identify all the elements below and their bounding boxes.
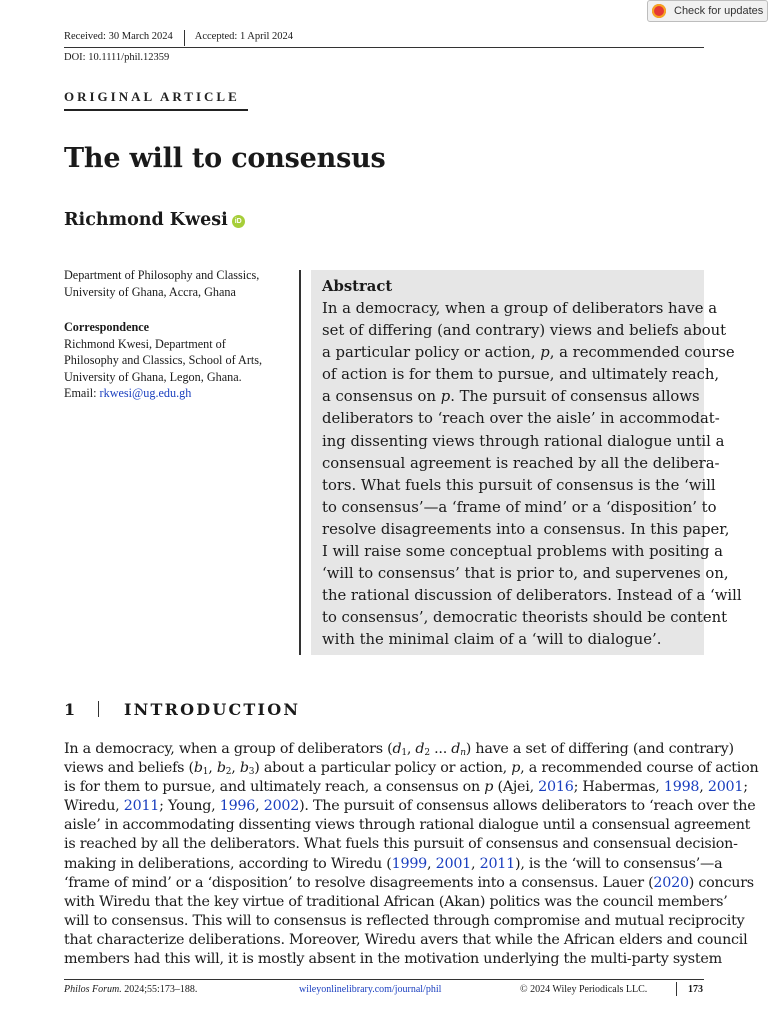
affiliation-line: Department of Philosophy and Classics, <box>64 268 260 282</box>
divider <box>184 30 185 46</box>
abstract-line: the rational discussion of deliberators. Instead of a ‘will <box>322 587 742 605</box>
journal-url-link[interactable]: wileyonlinelibrary.com/journal/phil <box>299 984 442 995</box>
correspondence-line: Richmond Kwesi, Department of <box>64 336 226 351</box>
check-for-updates-label: Check for updates <box>674 5 764 17</box>
citation-link[interactable]: 2001 <box>707 779 744 796</box>
footer-divider <box>676 982 677 996</box>
body-line: ‘frame of mind’ or a ‘disposition’ to resolve disagreements into a consensus. Lauer (2020) concurs <box>64 874 754 891</box>
orcid-icon[interactable]: iD <box>232 215 245 228</box>
footer-citation: Philos Forum. 2024;55:173–188. <box>64 984 198 995</box>
abstract-line: set of differing (and contrary) views and beliefs about <box>322 322 727 340</box>
doi: DOI: 10.1111/phil.12359 <box>64 52 170 63</box>
footer-rule <box>64 979 704 980</box>
abstract-line: consensual agreement is reached by all the delibera- <box>322 454 720 472</box>
abstract-line: deliberators to ‘reach over the aisle’ in accommodat- <box>322 410 720 428</box>
received-date: Received: 30 March 2024 <box>64 31 173 42</box>
abstract-line: resolve disagreements into a consensus. In this paper, <box>322 520 730 538</box>
affiliation <box>64 267 289 300</box>
affiliation-line: University of Ghana, Accra, Ghana <box>64 284 236 299</box>
correspondence <box>64 319 289 402</box>
copyright: © 2024 Wiley Periodicals LLC. <box>520 984 648 995</box>
author-name[interactable]: Richmond Kwesi <box>64 210 228 230</box>
body-line: views and beliefs ($b_1$, $b_2$, $b_3$) about a particular policy or action, p, a recommended course of action <box>64 760 759 778</box>
citation-link[interactable]: 1996 <box>219 798 256 815</box>
check-for-updates-badge[interactable] <box>647 0 768 22</box>
page-number: 173 <box>688 984 703 995</box>
body-line: with Wiredu that the key virtue of traditional African (Akan) politics was the council members’ <box>64 893 728 910</box>
email-label: Email: <box>64 386 100 400</box>
body-line: will to consensus. This will to consensus is reflected through compromise and mutual reciprocity <box>64 912 745 929</box>
header-rule <box>64 47 704 48</box>
section-divider <box>98 701 99 717</box>
citation-link[interactable]: 2011 <box>479 855 515 872</box>
citation-link[interactable]: 2002 <box>263 798 300 815</box>
body-line: Wiredu, 2011; Young, 1996, 2002). The pursuit of consensus allows deliberators to ‘reach over the <box>64 798 756 815</box>
abstract-line: a consensus on p. The pursuit of consensus allows <box>322 388 700 406</box>
body-line: making in deliberations, according to Wiredu (1999, 2001, 2011), is the ‘will to consensus’—a <box>64 855 723 872</box>
crossmark-icon <box>652 4 666 18</box>
dates-line <box>64 31 293 47</box>
abstract-line: with the minimal claim of a ‘will to dialogue’. <box>322 631 662 649</box>
email-line <box>64 385 289 402</box>
body-line: aisle’ in accommodating dissenting views through rational dialogue until a consensual agreement <box>64 817 751 834</box>
citation-link[interactable]: 2020 <box>653 874 689 891</box>
article-type-underline <box>64 109 248 111</box>
body-line: In a democracy, when a group of deliberators ($d_1$, $d_2$ ... $d_n$) have a set of differing (and contrary) <box>64 741 734 758</box>
column-divider <box>299 270 301 655</box>
abstract-line: to consensus’—a ‘frame of mind’ or a ‘disposition’ to <box>322 498 717 516</box>
citation-link[interactable]: 2001 <box>435 855 472 872</box>
article-title: The will to consensus <box>64 143 386 174</box>
abstract-line: ‘will to consensus’ that is prior to, and supervenes on, <box>322 565 729 583</box>
citation-link[interactable]: 2016 <box>538 779 574 796</box>
body-line: is reached by all the deliberators. What fuels this pursuit of consensus and consensual decision- <box>64 836 738 853</box>
citation-link[interactable]: 2011 <box>123 798 160 815</box>
body-text <box>64 740 759 969</box>
abstract-text <box>322 298 742 652</box>
body-line: is for them to pursue, and ultimately reach, a consensus on p (Ajei, 2016; Habermas, 1998, 2001; <box>64 779 748 796</box>
author <box>64 210 245 230</box>
correspondence-line: University of Ghana, Legon, Ghana. <box>64 369 242 384</box>
citation-link[interactable]: 1998 <box>663 779 700 796</box>
body-line: members had this will, it is mostly absent in the motivation underlying the multi-party system <box>64 951 722 968</box>
abstract-line: I will raise some conceptual problems with positing a <box>322 543 723 561</box>
abstract-heading: Abstract <box>322 278 393 295</box>
correspondence-heading: Correspondence <box>64 320 150 334</box>
abstract-line: of action is for them to pursue, and ultimately reach, <box>322 366 720 384</box>
correspondence-line: Philosophy and Classics, School of Arts, <box>64 353 263 367</box>
article-type: ORIGINAL ARTICLE <box>64 89 240 104</box>
section-number: 1 <box>64 700 76 719</box>
abstract-line: tors. What fuels this pursuit of consensus is the ‘will <box>322 476 716 494</box>
abstract-line: ing dissenting views through rational dialogue until a <box>322 432 725 450</box>
body-line: that characterize deliberations. Moreover, Wiredu avers that while the African elders and council <box>64 931 748 948</box>
accepted-date: Accepted: 1 April 2024 <box>194 31 294 42</box>
abstract-line: a particular policy or action, p, a recommended course <box>322 344 735 362</box>
abstract-line: to consensus’, democratic theorists should be content <box>322 609 728 627</box>
citation-link[interactable]: 1999 <box>391 855 428 872</box>
email-link[interactable]: rkwesi@ug.edu.gh <box>99 386 192 400</box>
abstract-line: In a democracy, when a group of deliberators have a <box>322 300 718 317</box>
section-title: INTRODUCTION <box>124 700 301 719</box>
